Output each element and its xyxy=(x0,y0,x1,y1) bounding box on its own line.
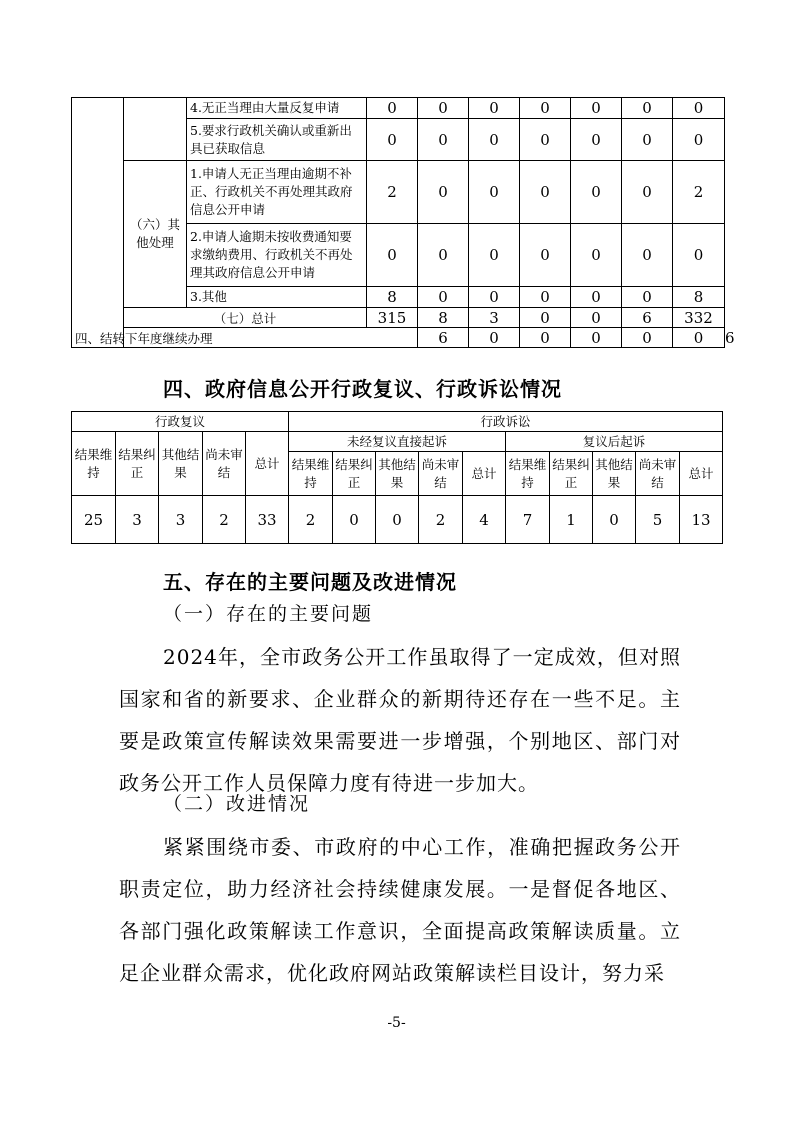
category-label: （六）其他处理 xyxy=(124,161,187,308)
table-cell: 0 xyxy=(367,224,418,287)
table-cell: 0 xyxy=(520,119,571,161)
table-cell: 2 xyxy=(367,161,418,224)
table-cell: 0 xyxy=(520,308,571,328)
table-cell: 0 xyxy=(520,161,571,224)
table-cell: 0 xyxy=(571,119,622,161)
table-row xyxy=(72,496,723,544)
paragraph: 2024年，全市政务公开工作虽取得了一定成效，但对照国家和省的新要求、企业群众的新期待还存在一些不足。主要是政策宣传解读效果需要进一步增强，个别地区、部门对政务公开工作人员保障力度有待进一步加大。 xyxy=(119,645,681,795)
row-label: 4.无正当理由大量反复申请 xyxy=(187,98,367,119)
table-cell: 0 xyxy=(469,328,520,348)
direct-suit-header: 未经复议直接起诉 xyxy=(289,432,506,452)
table-cell: 2 xyxy=(289,496,333,544)
review-header: 行政复议 xyxy=(72,412,289,432)
table-cell: 7 xyxy=(506,496,550,544)
table-cell: 6 xyxy=(622,308,673,328)
table-cell xyxy=(124,98,187,161)
table-cell: 0 xyxy=(376,496,419,544)
table-cell: 4 xyxy=(463,496,506,544)
application-results-table xyxy=(71,97,735,348)
table-cell: 0 xyxy=(333,496,376,544)
paragraph: 紧紧围绕市委、市政府的中心工作，准确把握政务公开职责定位，助力经济社会持续健康发展。一是督促各地区、各部门强化政策解读工作意识，全面提高政策解读质量。立足企业群众需求，优化政府网站政策解读栏目设计，努力采 xyxy=(119,835,681,985)
table-cell: 0 xyxy=(622,328,673,348)
table-cell: 0 xyxy=(520,287,571,308)
column-header: 结果纠正 xyxy=(116,432,159,496)
table-cell: 0 xyxy=(571,287,622,308)
table-cell: 315 xyxy=(367,308,418,328)
table-cell: 0 xyxy=(571,161,622,224)
table-cell: 0 xyxy=(622,161,673,224)
table-cell: 2 xyxy=(419,496,463,544)
subheading: （一）存在的主要问题 xyxy=(163,603,374,625)
carry-over-label: 四、结转下年度继续办理 xyxy=(72,328,366,348)
table-cell: 0 xyxy=(593,496,636,544)
table-cell: 0 xyxy=(469,224,520,287)
table-cell: 0 xyxy=(418,287,469,308)
table-row xyxy=(72,161,725,224)
table-cell: 6 xyxy=(418,328,469,348)
row-label: 1.申请人无正当理由逾期不补正、行政机关不再处理其政府信息公开申请 xyxy=(187,161,367,224)
table-cell: 0 xyxy=(469,161,520,224)
table-cell: 0 xyxy=(367,119,418,161)
column-header: 总计 xyxy=(680,452,723,496)
section-heading: 五、存在的主要问题及改进情况 xyxy=(163,570,457,594)
row-label: 5.要求行政机关确认或重新出具已获取信息 xyxy=(187,119,367,161)
section-heading: 四、政府信息公开行政复议、行政诉讼情况 xyxy=(163,377,562,401)
review-litigation-table xyxy=(71,411,723,544)
table-cell: 25 xyxy=(72,496,116,544)
table-cell: 0 xyxy=(571,308,622,328)
column-header: 尚未审结 xyxy=(203,432,246,496)
table-cell: 8 xyxy=(673,287,725,308)
table-cell: 3 xyxy=(469,308,520,328)
column-header: 总计 xyxy=(246,432,289,496)
table-cell: 0 xyxy=(571,98,622,119)
table-row xyxy=(72,432,723,452)
table-cell xyxy=(72,98,124,348)
page-number: -5- xyxy=(387,1015,406,1031)
row-label: 3.其他 xyxy=(187,287,367,308)
table-cell: 0 xyxy=(367,98,418,119)
column-header: 其他结果 xyxy=(593,452,636,496)
table-cell: 0 xyxy=(622,287,673,308)
table-cell: 5 xyxy=(636,496,680,544)
table-row: 四、结转下年度继续办理 6 0 0 0 0 0 6 xyxy=(72,328,725,348)
table-cell: 8 xyxy=(418,308,469,328)
table-row xyxy=(72,308,725,328)
table-cell: 1 xyxy=(550,496,593,544)
table-row xyxy=(72,412,723,432)
table-cell: 0 xyxy=(673,119,725,161)
column-header: 结果纠正 xyxy=(550,452,593,496)
column-header: 结果维持 xyxy=(72,432,116,496)
table-cell: 0 xyxy=(418,224,469,287)
column-header: 结果维持 xyxy=(289,452,333,496)
table-cell: 0 xyxy=(520,224,571,287)
column-header: 总计 xyxy=(463,452,506,496)
table-cell: 0 xyxy=(418,161,469,224)
subheading: （二）改进情况 xyxy=(163,793,311,815)
column-header: 结果维持 xyxy=(506,452,550,496)
table-cell: 0 xyxy=(673,98,725,119)
table-cell: 2 xyxy=(673,161,725,224)
table-row xyxy=(72,98,725,119)
table-cell: 33 xyxy=(246,496,289,544)
table-cell: 332 xyxy=(673,308,725,328)
table-cell: 0 xyxy=(622,224,673,287)
table-cell: 0 xyxy=(571,328,622,348)
table-cell: 3 xyxy=(159,496,203,544)
table-cell: 13 xyxy=(680,496,723,544)
table-cell: 0 xyxy=(520,98,571,119)
table-cell: 0 xyxy=(622,119,673,161)
table-cell: 0 xyxy=(520,328,571,348)
table-cell: 8 xyxy=(367,287,418,308)
after-review-header: 复议后起诉 xyxy=(506,432,723,452)
table-cell: 0 xyxy=(469,98,520,119)
table-cell: 0 xyxy=(418,98,469,119)
table-cell: 0 xyxy=(622,98,673,119)
total-label: （七）总计 xyxy=(124,308,367,328)
litigation-header: 行政诉讼 xyxy=(289,412,723,432)
column-header: 尚未审结 xyxy=(636,452,680,496)
table-cell: 2 xyxy=(203,496,246,544)
table-cell: 0 xyxy=(418,119,469,161)
table-cell: 0 xyxy=(673,224,725,287)
table-cell: 0 xyxy=(571,224,622,287)
table-cell: 0 xyxy=(673,328,725,348)
table-cell: 3 xyxy=(116,496,159,544)
table-cell: 0 xyxy=(469,119,520,161)
column-header: 结果纠正 xyxy=(333,452,376,496)
column-header: 其他结果 xyxy=(376,452,419,496)
table-cell: 0 xyxy=(469,287,520,308)
column-header: 其他结果 xyxy=(159,432,203,496)
column-header: 尚未审结 xyxy=(419,452,463,496)
row-label: 2.申请人逾期未按收费通知要求缴纳费用、行政机关不再处理其政府信息公开申请 xyxy=(187,224,367,287)
